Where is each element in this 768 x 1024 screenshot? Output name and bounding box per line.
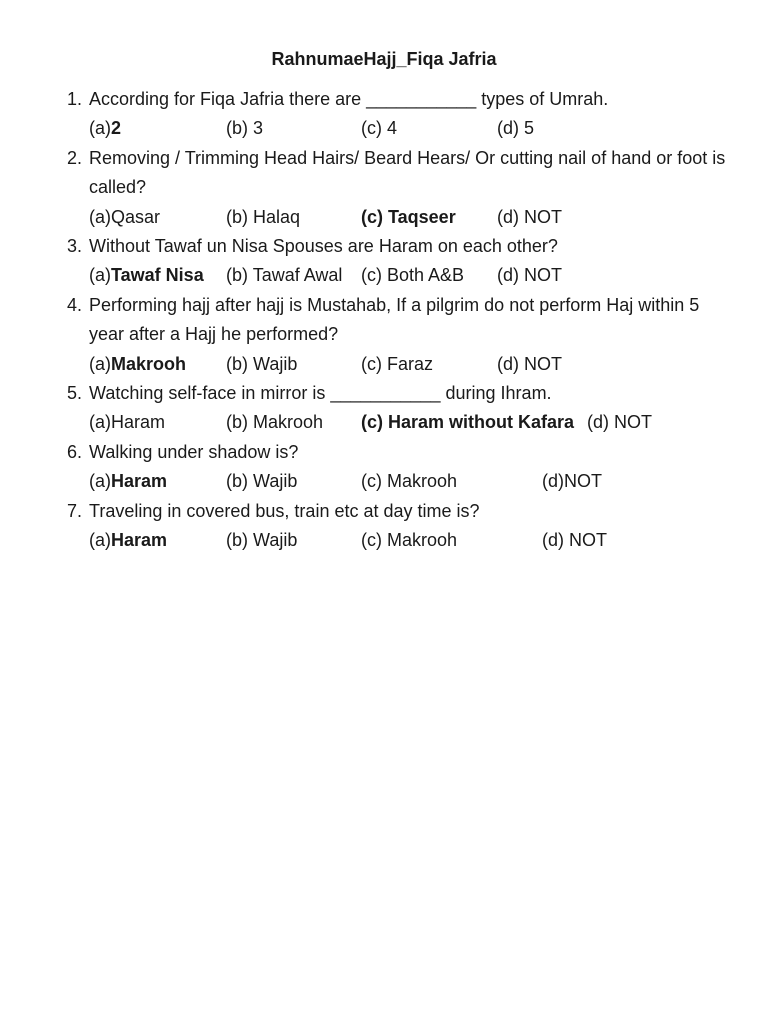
option-b: (b) Tawaf Awal <box>226 265 343 286</box>
question-2 <box>0 144 768 232</box>
options-row <box>0 350 768 379</box>
option-c: (c) Both A&B <box>361 265 465 286</box>
option-a: (a)Haram <box>89 471 168 492</box>
option-b: (b) Wajib <box>226 530 298 550</box>
option-d: (d)NOT <box>542 471 602 492</box>
question-number: 3. <box>67 236 83 256</box>
option-b: (b) Wajib <box>226 471 298 492</box>
option-a: (a)Makrooh <box>89 353 187 374</box>
question-number: 1. <box>67 89 83 109</box>
question-text: Performing hajj after hajj is Mustahab, If a pilgrim do not perform Haj within 5 year after a Hajj he performed? <box>89 294 700 345</box>
option-d: (d) 5 <box>497 118 535 139</box>
question-1 <box>0 85 768 144</box>
options-row <box>0 261 768 290</box>
option-b: (b) Makrooh <box>226 412 324 433</box>
option-a: (a)2 <box>89 118 122 139</box>
option-a: (a)Haram <box>89 530 168 550</box>
question-text: Watching self-face in mirror is ___________ during Ihram. <box>89 383 552 403</box>
question-number: 6. <box>67 441 83 462</box>
option-d: (d) NOT <box>497 353 562 374</box>
question-7 <box>0 497 768 556</box>
option-c: (c) 4 <box>361 118 398 139</box>
document-title: RahnumaeHajj_Fiqa Jafria <box>271 49 497 69</box>
option-a: (a)Haram <box>89 412 166 433</box>
options-row <box>0 467 768 496</box>
question-text: Walking under shadow is? <box>89 441 299 462</box>
options-row <box>0 203 768 232</box>
question-text: According for Fiqa Jafria there are ___________ types of Umrah. <box>89 89 609 109</box>
question-text: Traveling in covered bus, train etc at day time is? <box>89 500 480 521</box>
question-3 <box>0 232 768 291</box>
option-d: (d) NOT <box>587 412 652 433</box>
option-c: (c) Faraz <box>361 353 434 374</box>
option-b: (b) Wajib <box>226 353 298 374</box>
option-d: (d) NOT <box>497 206 562 227</box>
question-list <box>0 85 768 555</box>
question-6 <box>0 438 768 497</box>
question-4 <box>0 291 768 379</box>
option-b: (b) 3 <box>226 118 264 139</box>
options-row <box>0 408 768 437</box>
question-number: 2. <box>67 147 83 168</box>
option-d: (d) NOT <box>497 265 562 286</box>
option-d: (d) NOT <box>542 530 607 550</box>
question-number: 7. <box>67 500 83 521</box>
option-c: (c) Taqseer <box>361 206 456 227</box>
options-row <box>0 114 768 143</box>
question-number: 5. <box>67 383 83 403</box>
question-text: Removing / Trimming Head Hairs/ Beard Hears/ Or cutting nail of hand or foot is called? <box>89 147 726 198</box>
options-row <box>0 526 768 555</box>
option-a: (a)Qasar <box>89 206 161 227</box>
question-5 <box>0 379 768 438</box>
option-c: (c) Haram without Kafara <box>361 412 575 433</box>
option-c: (c) Makrooh <box>361 530 458 550</box>
option-a: (a)Tawaf Nisa <box>89 265 204 286</box>
option-b: (b) Halaq <box>226 206 301 227</box>
option-c: (c) Makrooh <box>361 471 458 492</box>
question-text: Without Tawaf un Nisa Spouses are Haram on each other? <box>89 236 558 256</box>
question-number: 4. <box>67 294 83 315</box>
